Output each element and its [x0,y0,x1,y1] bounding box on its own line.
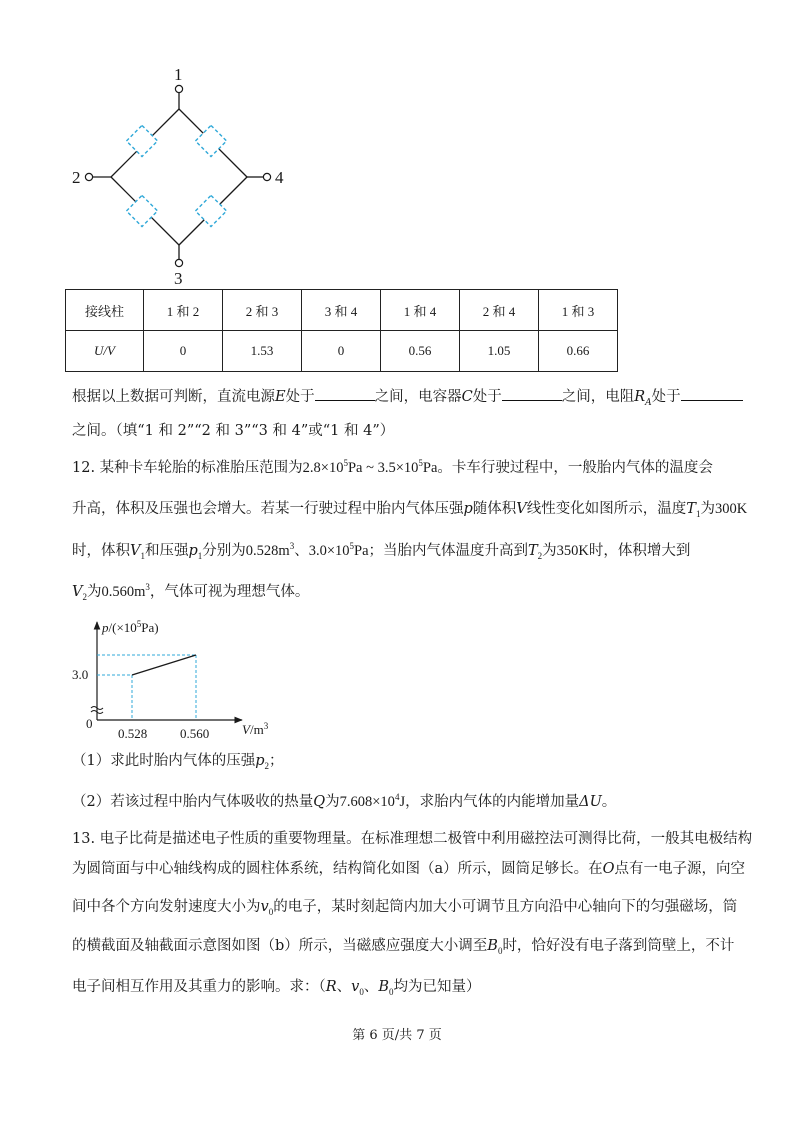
q13-line-5: 电子间相互作用及其重力的影响。求：（R、$v_0$、$B_0$均为已知量） [72,979,481,997]
x-axis-label: $V/m^3$ [242,721,269,737]
table-cell: 1.05 [460,331,539,372]
origin-label: 0 [86,716,93,731]
q13-line-3: 间中各个方向发射速度大小为$v_0$的电子，某时刻起筒内加大小可调节且方向沿中心轴向下的匀强磁场，筒 [72,899,738,917]
y-axis-label: $p/(\times 10^5Pa)$ [102,619,159,635]
x-tick-label: 0.528 [118,726,148,741]
terminal-label-4: 4 [275,168,284,187]
q13-line-1: 13. 电子比荷是描述电子性质的重要物理量。在标准理想二极管中利用磁控法可测得比荷，一般其电极结构 [72,831,753,847]
q12-line-2: 升高，体积及压强也会增大。若某一行驶过程中胎内气体压强p随体积V线性变化如图所示，温度$T_1$为300K [72,501,748,519]
table-cell: 0 [144,331,223,372]
q13-line-2: 为圆筒面与中心轴线构成的圆柱体系统，结构简化如图（a）所示，圆筒足够长。在O点有一电子源，向空 [72,861,746,877]
terminal-label-1: 1 [174,65,183,84]
unknown-box-top-left [126,125,157,156]
table-row-label: U/V [66,331,144,372]
q11-instruction-line: 之间。（填“1 和 2”“2 和 3”“3 和 4”或“1 和 4”） [72,423,395,439]
table-cell: 1.53 [223,331,302,372]
answer-blank-power[interactable] [315,386,375,401]
table-cell: 0.66 [539,331,618,372]
data-series-line [132,655,196,675]
answer-blank-capacitor[interactable] [502,386,562,401]
answer-blank-resistor[interactable] [681,386,743,401]
table-header-cell: 2 和 4 [460,290,539,331]
terminal-4 [263,173,270,180]
table-header-cell: 3 和 4 [302,290,381,331]
q12-subquestion-2: （2）若该过程中胎内气体吸收的热量Q为$7.608\times 10^4J$，求胎内气体的内能增加量ΔU。 [72,792,617,810]
table-cell: 0.56 [381,331,460,372]
table-header-cell: 1 和 2 [144,290,223,331]
y-tick-label: 3.0 [72,667,89,682]
table-header-cell: 2 和 3 [223,290,302,331]
terminal-1 [175,85,182,92]
terminal-3 [175,259,182,266]
table-cell: 0 [302,331,381,372]
terminal-label-2: 2 [72,168,81,187]
q11-answer-line: 根据以上数据可判断，直流电源E处于 之间，电容器C处于 之间，电阻$R_A$处于 [72,386,732,407]
q12-line-4: $V_2$为$0.560m^3$，气体可视为理想气体。 [72,582,310,602]
terminal-label-3: 3 [174,269,183,288]
page-footer: 第 6 页/共 7 页 [352,1028,442,1043]
unknown-box-bottom-right [195,195,226,226]
table-row [66,331,618,372]
terminal-2 [85,173,92,180]
voltage-table [65,289,618,372]
bridge-circuit-diagram [60,60,300,290]
q13-line-4: 的横截面及轴截面示意图如图（b）所示，当磁感应强度大小调至$B_0$时，恰好没有电子落到筒壁上，不计 [72,938,735,956]
q12-subquestion-1: （1）求此时胎内气体的压强$p_2$； [72,753,284,771]
table-header-cell: 1 和 4 [381,290,460,331]
table-header-cell: 1 和 3 [539,290,618,331]
q12-line-1: 12. 某种卡车轮胎的标准胎压范围为$2.8\times 10^5Pa$ ~ $3.5\times 10^5Pa$。卡车行驶过程中，一般胎内气体的温度会 [72,458,713,476]
pressure-volume-chart [60,612,280,744]
table-header-cell: 接线柱 [66,290,144,331]
table-row [66,290,618,331]
unknown-box-bottom-left [126,195,157,226]
q12-line-3: 时，体积$V_1$和压强$p_1$分别为$0.528m^3$、$3.0\times 10^5Pa$；当胎内气体温度升高到$T_2$为350K时，体积增大到 [72,541,691,561]
x-tick-label: 0.560 [180,726,210,741]
